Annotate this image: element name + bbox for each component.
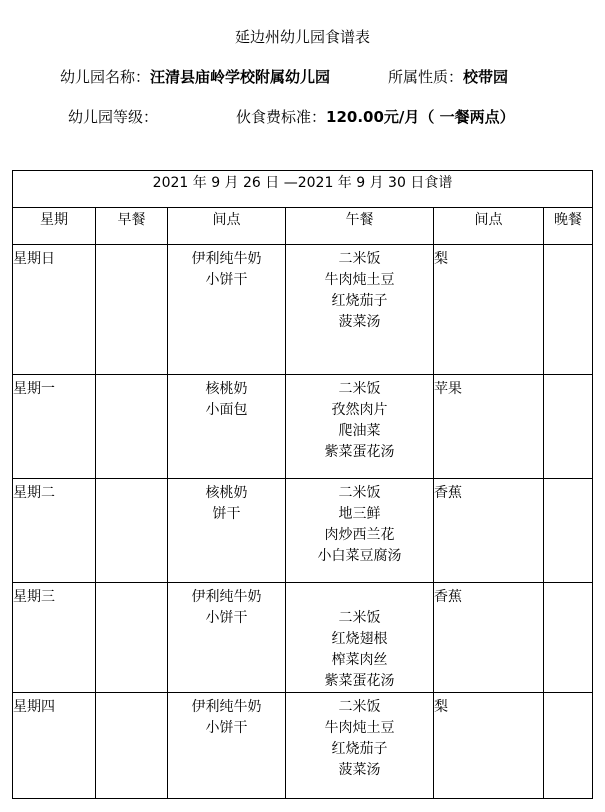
dish-item: 红烧茄子 xyxy=(331,293,388,309)
afternoon-snack-cell: 梨 xyxy=(434,693,544,799)
header-afternoon-snack: 间点 xyxy=(434,208,544,245)
kindergarten-name-line xyxy=(60,67,330,87)
weekday-cell: 星期四 xyxy=(13,693,96,799)
dish-item: 紫菜蛋花汤 xyxy=(324,673,395,689)
fee-value: 120.00元/月（ 一餐两点） xyxy=(326,108,515,126)
morning-snack-cell xyxy=(168,245,286,375)
weekday-cell: 星期二 xyxy=(13,479,96,583)
dish-item: 孜然肉片 xyxy=(331,402,388,418)
dish-item: 伊利纯牛奶 xyxy=(191,589,262,605)
lunch-cell xyxy=(286,693,434,799)
breakfast-cell xyxy=(96,375,168,479)
breakfast-cell xyxy=(96,479,168,583)
menu-row xyxy=(13,375,593,479)
dish-item: 二米饭 xyxy=(338,610,381,626)
dish-item: 伊利纯牛奶 xyxy=(191,251,262,267)
dish-item: 核桃奶 xyxy=(205,381,248,397)
property-line xyxy=(388,67,508,87)
lunch-cell xyxy=(286,375,434,479)
dinner-cell xyxy=(544,375,593,479)
lunch-cell xyxy=(286,245,434,375)
breakfast-cell xyxy=(96,245,168,375)
dish-item: 牛肉炖土豆 xyxy=(324,272,395,288)
dinner-cell xyxy=(544,583,593,693)
dish-item: 菠菜汤 xyxy=(338,762,381,778)
dish-item: 二米饭 xyxy=(338,699,381,715)
kindergarten-name-label: 幼儿园名称： xyxy=(60,68,151,86)
dish-item: 二米饭 xyxy=(338,381,381,397)
header-lunch: 午餐 xyxy=(286,208,434,245)
fee-label: 伙食费标准： xyxy=(236,108,327,126)
breakfast-cell xyxy=(96,583,168,693)
menu-row xyxy=(13,245,593,375)
fee-line xyxy=(236,107,515,127)
menu-row xyxy=(13,479,593,583)
dish-item: 小饼干 xyxy=(205,610,248,626)
afternoon-snack-cell: 香蕉 xyxy=(434,479,544,583)
morning-snack-cell xyxy=(168,479,286,583)
dish-item: 爬油菜 xyxy=(338,423,381,439)
dish-item: 肉炒西兰花 xyxy=(324,527,395,543)
dish-item: 菠菜汤 xyxy=(338,314,381,330)
afternoon-snack-cell: 苹果 xyxy=(434,375,544,479)
dinner-cell xyxy=(544,479,593,583)
dish-item: 红烧翅根 xyxy=(331,631,388,647)
dish-item: 小饼干 xyxy=(205,720,248,736)
dinner-cell xyxy=(544,245,593,375)
afternoon-snack-cell: 梨 xyxy=(434,245,544,375)
dish-item: 榨菜肉丝 xyxy=(331,652,388,668)
morning-snack-cell xyxy=(168,375,286,479)
dish-item: 小白菜豆腐汤 xyxy=(317,548,402,564)
dish-item: 地三鲜 xyxy=(338,506,381,522)
dish-item: 核桃奶 xyxy=(205,485,248,501)
dish-item: 二米饭 xyxy=(338,251,381,267)
grade-label: 幼儿园等级： xyxy=(68,108,159,126)
dinner-cell xyxy=(544,693,593,799)
menu-row xyxy=(13,693,593,799)
menu-date-range: 2021 年 9 月 26 日 —2021 年 9 月 30 日食谱 xyxy=(13,171,593,208)
weekday-cell: 星期一 xyxy=(13,375,96,479)
dish-item: 牛肉炖土豆 xyxy=(324,720,395,736)
menu-header-row xyxy=(13,208,593,245)
weekday-cell: 星期日 xyxy=(13,245,96,375)
dish-item: 二米饭 xyxy=(338,485,381,501)
morning-snack-cell xyxy=(168,583,286,693)
dish-item: 紫菜蛋花汤 xyxy=(324,444,395,460)
lunch-cell xyxy=(286,479,434,583)
dish-item: 饼干 xyxy=(212,506,241,522)
lunch-cell xyxy=(286,583,434,693)
weekday-cell: 星期三 xyxy=(13,583,96,693)
dish-item: 红烧茄子 xyxy=(331,741,388,757)
document-title: 延边州幼儿园食谱表 xyxy=(234,28,370,46)
dish-item: 小面包 xyxy=(205,402,248,418)
menu-row xyxy=(13,583,593,693)
afternoon-snack-cell: 香蕉 xyxy=(434,583,544,693)
menu-table xyxy=(12,170,593,799)
property-label: 所属性质： xyxy=(388,68,464,86)
header-breakfast: 早餐 xyxy=(96,208,168,245)
property-value: 校带园 xyxy=(463,68,509,86)
dish-item: 小饼干 xyxy=(205,272,248,288)
breakfast-cell xyxy=(96,693,168,799)
header-morning-snack: 间点 xyxy=(168,208,286,245)
morning-snack-cell xyxy=(168,693,286,799)
dish-item: 伊利纯牛奶 xyxy=(191,699,262,715)
header-dinner: 晚餐 xyxy=(544,208,593,245)
kindergarten-name-value: 汪清县庙岭学校附属幼儿园 xyxy=(150,68,331,86)
header-weekday: 星期 xyxy=(13,208,96,245)
